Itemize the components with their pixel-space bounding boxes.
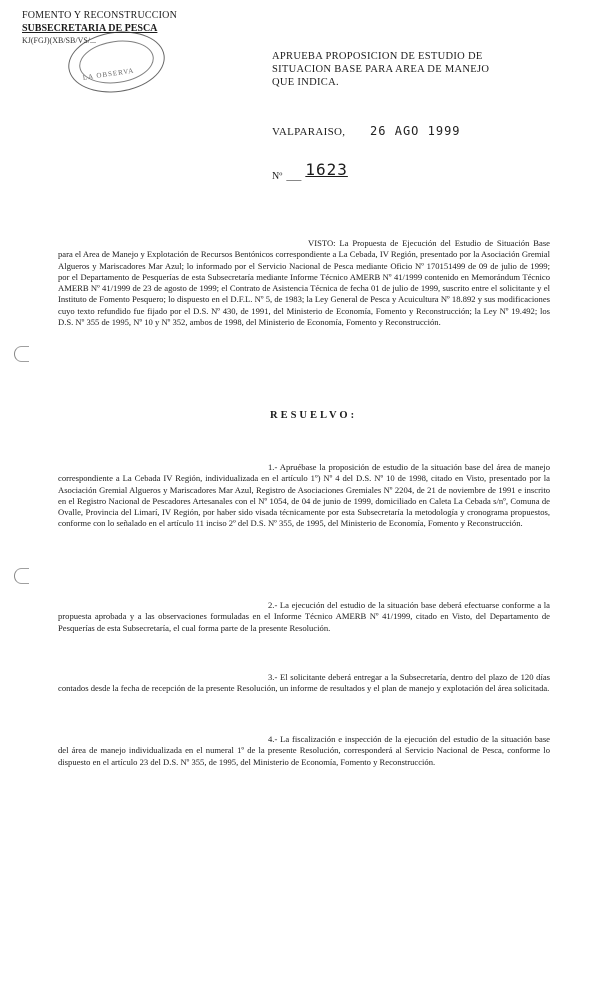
number-prefix: Nº	[272, 171, 283, 182]
article-3-text: 3.- El solicitante deberá entregar a la Subsecretaría, dentro del plazo de 120 días contados desde la fecha de recepción de la presente Resolución, un informe de resultados y el plan de manejo y explotación del área solicitada.	[58, 672, 550, 694]
article-4	[58, 734, 550, 768]
place-label: VALPARAISO,	[272, 126, 346, 138]
letterhead-ministry: FOMENTO Y RECONSTRUCCION	[22, 10, 178, 21]
resolution-number	[272, 160, 348, 182]
article-1	[58, 462, 550, 530]
visto-paragraph	[58, 238, 550, 328]
number-blank-line: ___	[286, 171, 302, 182]
article-4-text: 4.- La fiscalización e inspección de la ejecución del estudio de la situación base del área de manejo individualizada en el numeral 1º de la presente Resolución, corresponderá al Servicio Nacional de Pesca, conforme lo dispuesto en el artículo 23 del D.S. Nº 355, de 1995, del Ministerio de Economía, Fomento y Reconstrucción.	[58, 734, 550, 767]
seal-text: LA OBSERVA	[82, 66, 135, 82]
place-date-line	[272, 124, 461, 138]
article-1-text: 1.- Apruébase la proposición de estudio de la situación base del área de manejo correspondiente a La Cebada IV Región, individualizada en el artículo 1º) Nº 4 del D.S. Nº 10 de 1998, citado en Visto, presentado por la Asociación Gremial Algueros y Mariscadores Mar Azul, Registro de Asociaciones Gremiales Nº 2204, de 21 de noviembre de 1991 e inscrito en el Registro Nacional de Pescadores Artesanales con el Nº 1054, de 04 de junio de 1999, domiciliado en Caleta La Cebada s/nº, Comuna de Ovalle, Provincia del Limarí, IV Región, por haber sido visada técnicamente por esta Subsecretaría la metodología y cronograma propuestos, conforme con lo señalado en el artículo 11 inciso 2º del D.S. Nº 355, de 1995, del Ministerio de Economía, Fomento y Reconstrucción.	[58, 462, 550, 529]
margin-mark	[14, 568, 29, 584]
letterhead-code: KJ(FGJ)(XB/SB/VS/...	[22, 36, 97, 45]
margin-mark	[14, 346, 29, 362]
letterhead-subsecretaria: SUBSECRETARIA DE PESCA	[22, 23, 158, 34]
stamped-date: 26 AGO 1999	[370, 124, 461, 138]
visto-text: VISTO: La Propuesta de Ejecución del Estudio de Situación Base para el Area de Manejo y Explotación de Recursos Bentónicos correspondiente a La Cebada, IV Región, presentado por la Asociación Gremial Algueros y Mariscadores Mar Azul; lo informado por el Servicio Nacional de Pesca mediante Oficio Nº 170151499 de 09 de julio de 1999; por el Departamento de Pesquerías de esta Subsecretaría mediante Informe Técnico AMERB Nº 41/1999 contenido en Memorándum Técnico AMERB Nº 41/1999 de 23 de agosto de 1999; el Contrato de Asistencia Técnica de fecha 01 de julio de 1999, suscrito entre el solicitante y el Instituto de Fomento Pesquero; lo dispuesto en el D.F.L. Nº 5, de 1983; la Ley General de Pesca y Acuicultura Nº 18.892 y sus modificaciones cuyo texto refundido fue fijado por el D.S. Nº 430, de 1991, del Ministerio de Economía, Fomento y Reconstrucción; la Ley Nº 19.492; los D.S. Nº 355 de 1995, Nº 10 y Nº 352, ambos de 1998, del Ministerio de Economía, Fomento y Reconstrucción.	[58, 238, 550, 328]
article-2-text: 2.- La ejecución del estudio de la situación base deberá efectuarse conforme a la propuesta aprobada y a las observaciones formuladas en el Informe Técnico AMERB Nº 41/1999, citado en Visto, del Departamento de Pesquerías de esta Subsecretaría, el cual forma parte de la presente Resolución.	[58, 600, 550, 633]
article-2	[58, 600, 550, 634]
article-3	[58, 672, 550, 695]
resolution-title: APRUEBA PROPOSICION DE ESTUDIO DE SITUACION BASE PARA AREA DE MANEJO QUE INDICA.	[272, 51, 490, 88]
resuelvo-heading: RESUELVO:	[270, 410, 358, 421]
number-value: 1623	[305, 160, 348, 179]
